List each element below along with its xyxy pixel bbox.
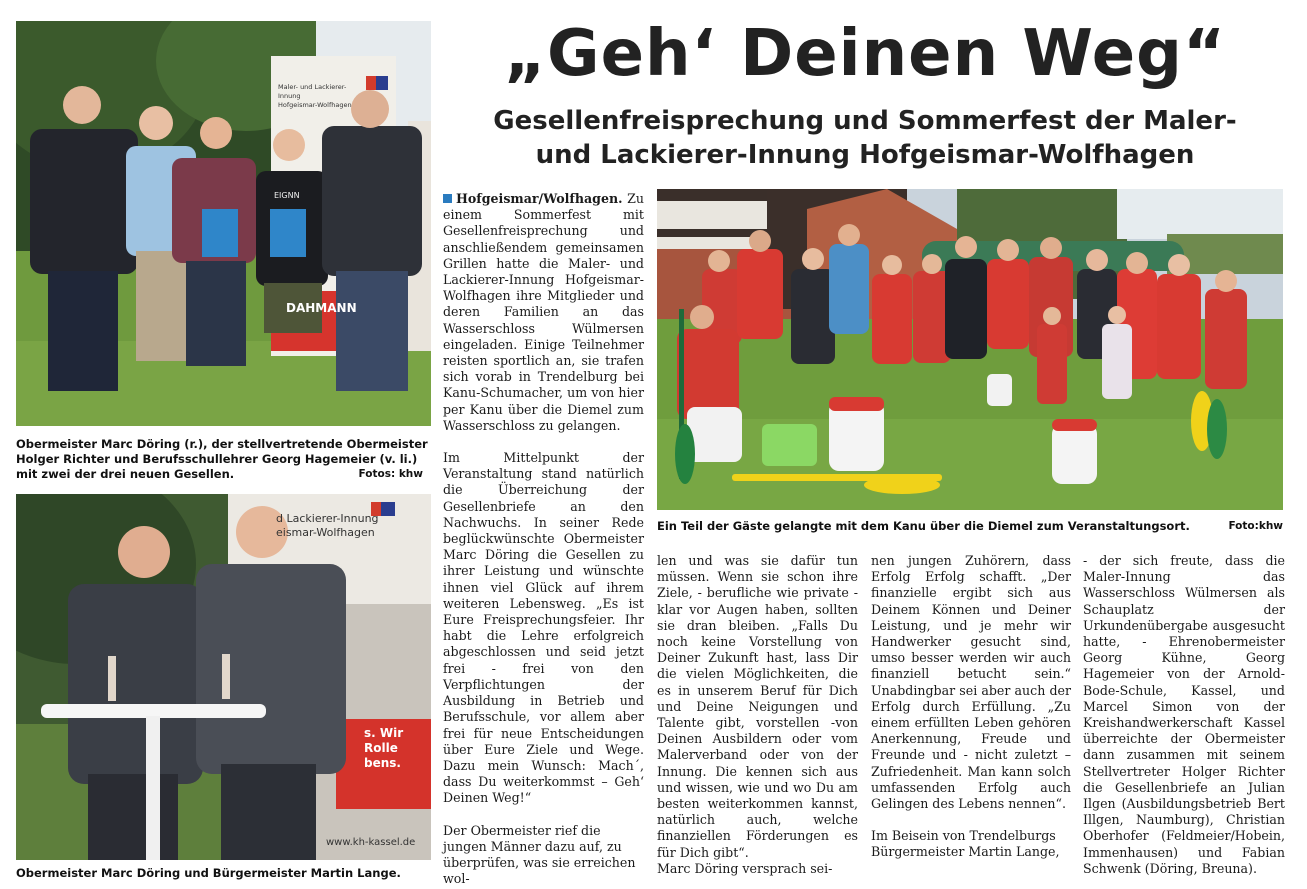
article-column-4 bbox=[1083, 553, 1285, 877]
article-lead-paragraph bbox=[443, 191, 644, 434]
subheadline-line1: Gesellenfreisprechung und Sommerfest der Maler- bbox=[493, 106, 1237, 136]
subheadline-line2: und Lackierer-Innung Hofgeismar-Wolfhagen bbox=[535, 140, 1195, 170]
url-text-photo2: www.kh-kassel.de bbox=[326, 837, 416, 848]
article-col1-p2: Im Mittelpunkt der Veranstaltung stand natürlich die Überreichung der Gesellenbriefe an den Nachwuchs. In seiner Rede beglückwünschte Obermeister Marc Döring die Gesellen zu ihrer Leistung und wünschte ihnen viel Glück auf ihrem weiteren Lebensweg. „Es ist Eure Freisprechungsfeier. Ihr habt die Lehre erfolgreich abgeschlossen und seid jetzt frei - frei von den Verpflichtungen der Ausbildung in Betrieb und Berufsschule, vor allem aber frei für neue Entscheidungen über Eure Ziele und Wege. Dazu mein Wunsch: Mach´, dass Du weiterkommst – Geh‘ Deinen Weg!“ bbox=[443, 450, 644, 806]
banner-line1: Maler- und Lackierer-Innung bbox=[278, 83, 347, 100]
photo-canoe-group bbox=[657, 189, 1283, 510]
article-lead-place: Hofgeismar/Wolfhagen. bbox=[456, 191, 623, 206]
photo1-caption-line2: Holger Richter und Berufsschullehrer Georg Hagemeier (v. li.) bbox=[16, 452, 418, 466]
photo-group-gesellen bbox=[16, 21, 431, 426]
banner-line2: Hofgeismar-Wolfhagen bbox=[278, 101, 352, 109]
poster-line2: Rolle bbox=[364, 741, 398, 755]
photo3-caption bbox=[657, 519, 1283, 534]
article-column-2 bbox=[657, 553, 858, 877]
article-col1-p3: Der Obermeister rief die jungen Männer dazu auf, zu überprüfen, was sie erreichen wol- bbox=[443, 822, 636, 887]
photo1-caption-line3: mit zwei der drei neuen Gesellen. bbox=[16, 467, 235, 481]
article-column-1 bbox=[443, 191, 644, 887]
article-col3-p1: nen jungen Zuhörern, dass Erfolg Erfolg schafft. „Der finanzielle ergibt sich aus Deinem Können und Deiner Leistung, und je mehr wir Handwerker gesucht sind, umso besser werden wir auch finanziell betucht sein.“ Unabdingbar sei aber auch der Erfolg durch Erfüllung. „Zu einem erfüllten Leben gehören Anerkennung, Freude und Freunde und - nicht zuletzt – Zufriedenheit. Man kann solch umfassenden Erfolg auch Gelingen des Lebens nennen“. bbox=[871, 553, 1071, 812]
banner2-line2: eismar-Wolfhagen bbox=[276, 526, 375, 539]
article-column-3 bbox=[871, 553, 1071, 861]
subheadline bbox=[430, 104, 1300, 172]
headline: „Geh‘ Deinen Weg“ bbox=[503, 17, 1227, 91]
photo1-credit: Fotos: khw bbox=[358, 468, 423, 480]
banner-text-photo2 bbox=[276, 512, 379, 540]
lead-square-icon bbox=[443, 194, 452, 203]
photo1-caption bbox=[16, 437, 431, 482]
photo2-caption: Obermeister Marc Döring und Bürgermeister Martin Lange. bbox=[16, 866, 401, 880]
poster-line1: s. Wir bbox=[364, 726, 404, 740]
banner2-line1: d Lackierer-Innung bbox=[276, 512, 379, 525]
poster-text-photo2 bbox=[364, 726, 403, 771]
article-col4-p1: - der sich freute, dass die Maler-Innung das Wasserschloss Wülmersen als Schauplatz der Urkundenübergabe ausgesucht hatte, - Ehrenobermeister Georg Kühne, Georg Hagemeier von der Arnold-Bode-Schule, Kassel, und Marcel Simon von der Kreishandwerkerschaft Kassel überreichte der Obermeister dann zusammen mit seinem Stellvertreter Holger Richter die Gesellenbriefe an Julian Ilgen (Ausbildungsbetrieb Bert Illgen, Naumburg), Christian Oberhofer (Feldmeier/Hobein, Immenhausen) und Fabian Schwenk (Döring, Breuna). bbox=[1083, 553, 1285, 876]
photo-obermeister-buergermeister bbox=[16, 494, 431, 860]
photo1-caption-line1: Obermeister Marc Döring (r.), der stellvertretende Obermeister bbox=[16, 437, 428, 451]
poster-line3: bens. bbox=[364, 756, 401, 770]
article-col2-p1: len und was sie dafür tun müssen. Wenn sie schon ihre Ziele, - berufliche wie private - klar vor Augen haben, sollten sie dran bleiben. „Falls Du noch keine Vorstellung von Deiner Zukunft hast, lass Dir die vielen Möglichkeiten, die es in unserem Beruf für Dich und Deine Neigungen und Talente gibt, vorstellen -von Deinen Ausbildern oder vom Malerverband oder von der Innung. Die kennen sich aus und wissen, wie und wo Du am besten weiterkommen kannst, natürlich auch, welche finanziellen Förderungen es für Dich gibt“. bbox=[657, 553, 858, 860]
tshirt-text: EIGNN bbox=[274, 191, 300, 200]
photo3-caption-text: Ein Teil der Gäste gelangte mit dem Kanu über die Diemel zum Veranstaltungsort. bbox=[657, 519, 1190, 533]
banner-text-photo1 bbox=[278, 83, 368, 110]
article-col3-p2: Im Beisein von Trendelburgs Bürgermeister Martin Lange, bbox=[871, 828, 1060, 860]
banner-brand: DAHMANN bbox=[286, 301, 357, 315]
article-col1-p1: Zu einem Sommerfest mit Gesellenfreisprechung und anschließendem gemeinsamen Grillen hatte die Maler- und Lackierer-Innung Hofgeismar-Wolfhagen ihre Mitglieder und deren Familien an das Wasserschloss Wülmersen eingeladen. Einige Teilnehmer reisten sportlich an, sie trafen sich vorab in Trendelburg bei Kanu-Schumacher, um von hier per Kanu über die Diemel zum Wasserschloss zu gelangen. bbox=[443, 191, 644, 433]
photo3-credit: Foto:khw bbox=[1228, 520, 1283, 532]
article-col2-p2: Marc Döring versprach sei- bbox=[657, 860, 833, 876]
